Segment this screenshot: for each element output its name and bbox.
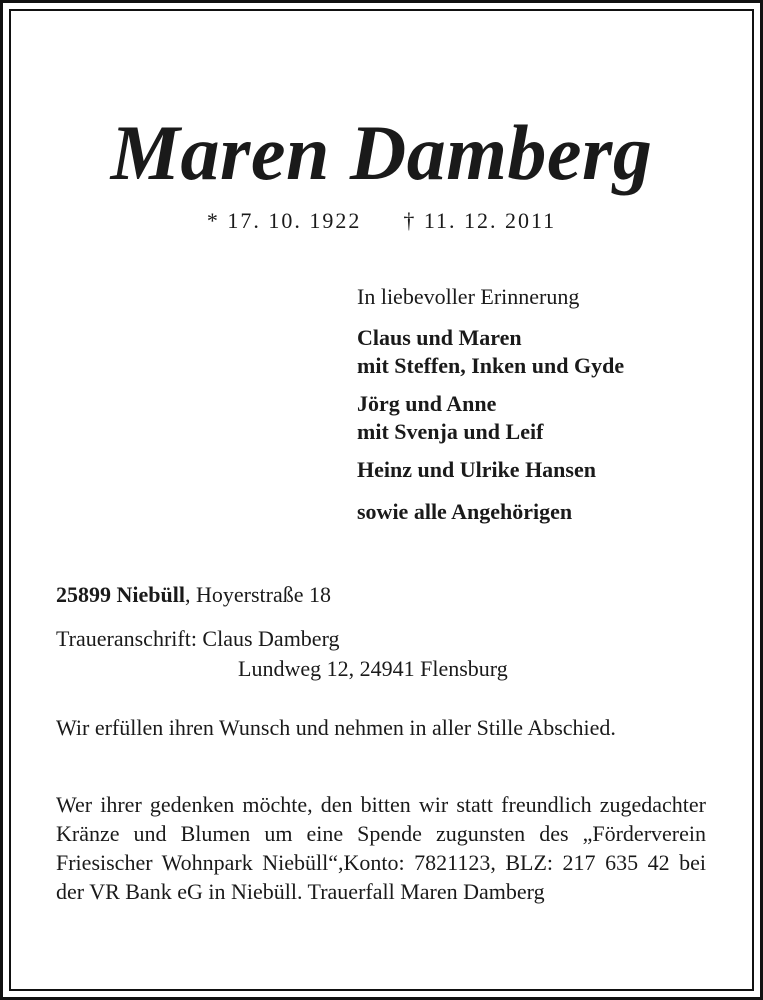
- family-group: [357, 456, 717, 484]
- family-line: Heinz und Ulrike Hansen: [357, 457, 596, 482]
- family-line: Claus und Maren: [357, 325, 522, 350]
- address-street: , Hoyerstraße 18: [184, 582, 331, 607]
- family-line: mit Svenja und Leif: [357, 419, 544, 444]
- life-dates: [0, 208, 763, 234]
- birth-date: * 17. 10. 1922: [206, 208, 362, 233]
- mourning-address-label: Traueranschrift: Claus Damberg: [56, 626, 340, 651]
- mourning-address-street: Lundweg 12, 24941 Flensburg: [238, 656, 508, 681]
- donation-paragraph: Wer ihrer gedenken möchte, den bitten wir statt freundlich zugedachter Kränze und Blumen um eine Spende zugunsten des „Förderverein Friesischer Wohnpark Niebüll“,Konto: 7821123, BLZ: 217 635 42 bei der VR Bank eG in Niebüll. Trauerfall Maren Damberg: [56, 792, 706, 904]
- family-group: [357, 324, 717, 380]
- family-line: sowie alle Angehörigen: [357, 499, 573, 524]
- family-group: [357, 390, 717, 446]
- deceased-name: Maren Damberg: [110, 109, 653, 196]
- memorial-intro: In liebevoller Erinnerung: [357, 284, 580, 309]
- mourners-block: [357, 284, 717, 540]
- family-group: [357, 498, 717, 526]
- family-line: Jörg und Anne: [357, 391, 497, 416]
- mourning-address: [56, 624, 508, 684]
- death-date: † 11. 12. 2011: [403, 208, 557, 233]
- family-line: mit Steffen, Inken und Gyde: [357, 353, 625, 378]
- farewell-paragraph: Wir erfüllen ihren Wunsch und nehmen in aller Stille Abschied.: [56, 715, 616, 740]
- address-line: [56, 582, 331, 608]
- address-city: 25899 Niebüll: [56, 582, 185, 607]
